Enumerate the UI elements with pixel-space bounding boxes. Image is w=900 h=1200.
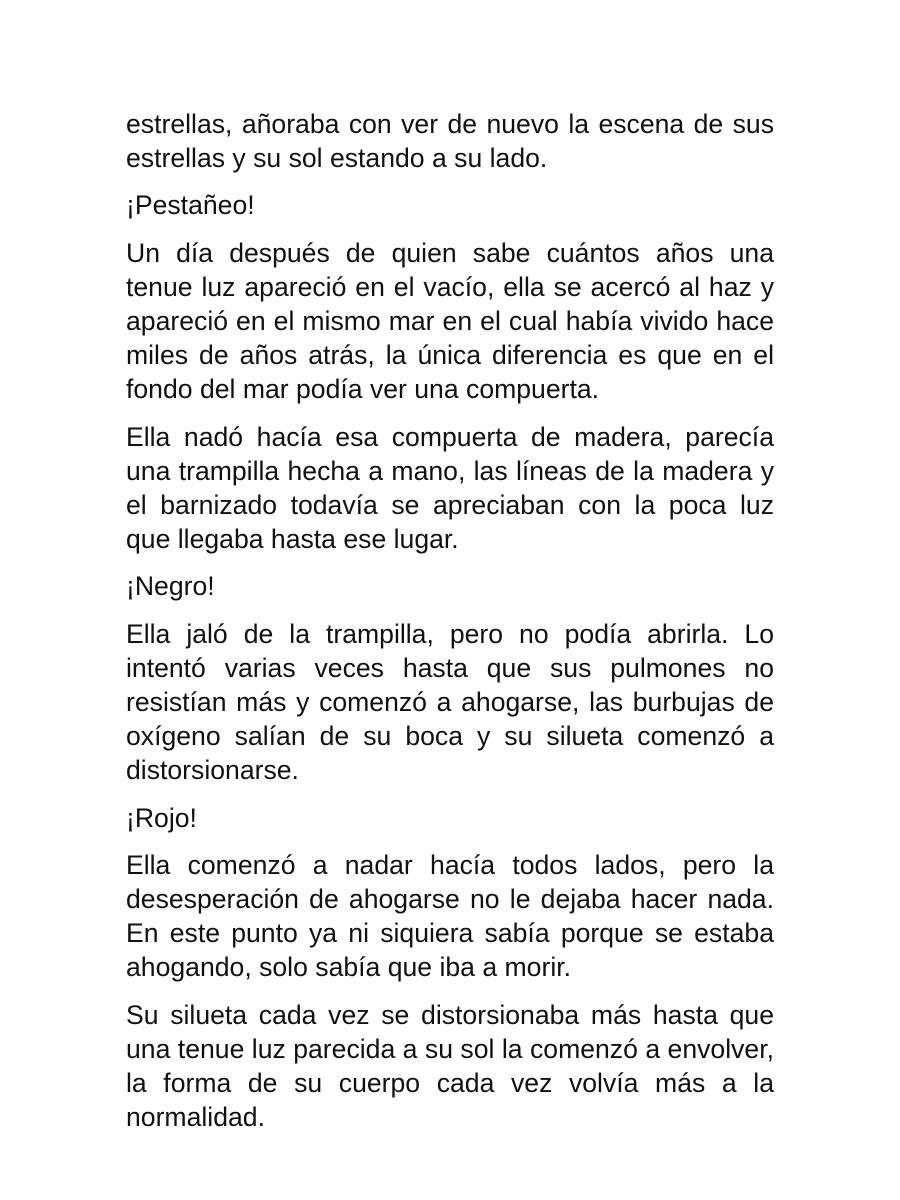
paragraph: Ella comenzó a nadar hacía todos lados, pero la desesperación de ahogarse no le dejaba hacer nada. En este punto ya ni siquiera sabía porque se estaba ahogando, solo sabía que iba a morir. [126, 849, 774, 983]
document-body [126, 107, 774, 1147]
paragraph: Ella jaló de la trampilla, pero no podía abrirla. Lo intentó varias veces hasta que sus pulmones no resistían más y comenzó a ahogarse, las burbujas de oxígeno salían de su boca y su silueta comenzó a distorsionarse. [126, 618, 774, 786]
paragraph: Ella nadó hacía esa compuerta de madera, parecía una trampilla hecha a mano, las líneas de la madera y el barnizado todavía se apreciaban con la poca luz que llegaba hasta ese lugar. [126, 421, 774, 555]
paragraph: estrellas, añoraba con ver de nuevo la escena de sus estrellas y su sol estando a su lado. [126, 109, 774, 174]
interjection-paragraph: ¡Negro! [126, 571, 215, 602]
interjection-paragraph: ¡Pestañeo! [126, 190, 255, 221]
paragraph: Su silueta cada vez se distorsionaba más hasta que una tenue luz parecida a su sol la comenzó a envolver, la forma de su cuerpo cada vez volvía más a la normalidad. [126, 999, 774, 1133]
interjection-paragraph: ¡Rojo! [126, 802, 197, 833]
paragraph: Un día después de quien sabe cuántos años una tenue luz apareció en el vacío, ella se acercó al haz y apareció en el mismo mar en el cual había vivido hace miles de años atrás, la única diferencia es que en el fondo del mar podía ver una compuerta. [126, 237, 774, 405]
